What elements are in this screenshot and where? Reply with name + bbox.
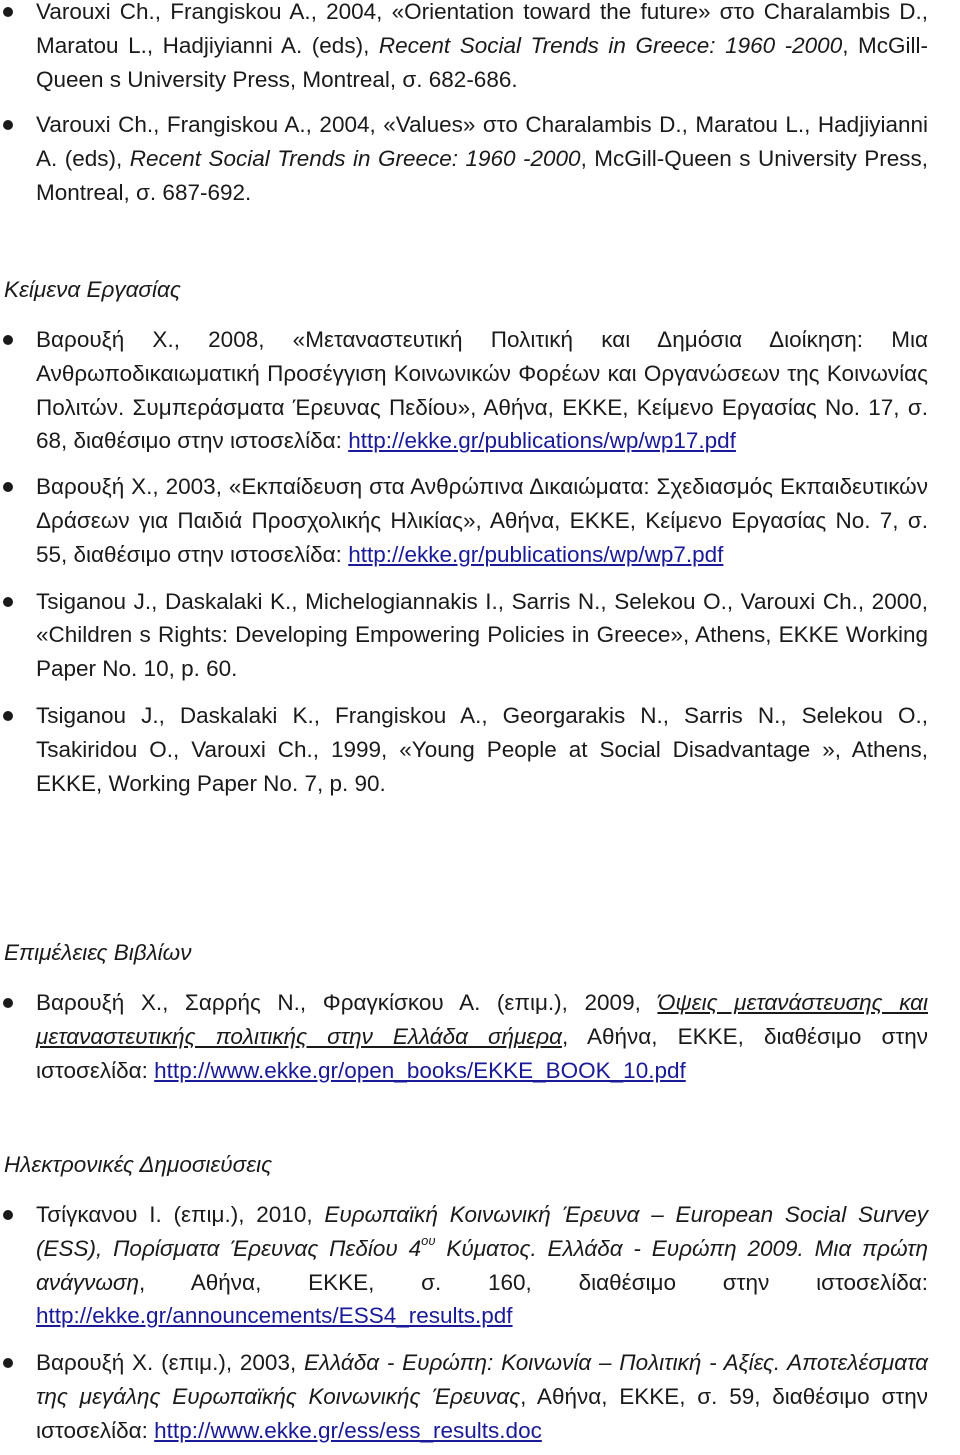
ref-text: , Αθήνα, ΕΚΚΕ, σ. 59, διαθέσιμο στην ιστοσελίδα: [36, 1383, 928, 1443]
ref-title: Κύματος. Ελλάδα - Ευρώπη 2009. Μια πρώτη ανάγνωση [36, 1235, 929, 1295]
list-item [0, 0, 960, 96]
reference-list-electronic [0, 1198, 960, 1448]
bullet-icon [3, 597, 13, 607]
pdf-link[interactable]: http://ekke.gr/announcements/ESS4_results.pdf [36, 1303, 513, 1329]
ref-text: Varouxi Ch., Frangiskou A., 2004, «Values» στο Charalambis D., Maratou L., Hadjiyianni A. (eds), [36, 112, 928, 172]
list-item [0, 986, 960, 1087]
bullet-icon [3, 335, 13, 345]
ref-text: Tsiganou J., Daskalaki K., Michelogiannakis I., Sarris N., Selekou O., Varouxi Ch., 2000, «Children s Rights: Developing Empowering Policies in Greece», Athens, EKKE Working Paper No. 10, p. 60. [36, 588, 928, 682]
pdf-link[interactable]: http://www.ekke.gr/open_books/EKKE_BOOK_10.pdf [154, 1057, 686, 1083]
ref-text: , Αθήνα, ΕΚΚΕ, σ. 160, διαθέσιμο στην ιστοσελίδα: [139, 1269, 928, 1295]
list-item [0, 1346, 960, 1447]
doc-link[interactable]: http://www.ekke.gr/ess/ess_results.doc [154, 1417, 542, 1443]
bullet-icon [3, 120, 13, 130]
superscript: ου [421, 1233, 436, 1249]
pdf-link[interactable]: http://ekke.gr/publications/wp/wp17.pdf [348, 428, 736, 454]
ref-text: Tsiganou J., Daskalaki K., Frangiskou A., Georgarakis N., Sarris N., Selekou O., Tsakiridou O., Varouxi Ch., 1999, «Young People at Social Disadvantage », Athens, EKKE, Working Paper No. 7, p. 90. [36, 702, 928, 796]
list-item [0, 108, 960, 209]
ref-text: Βαρουξή Χ., 2008, «Μεταναστευτική Πολιτική και Δημόσια Διοίκηση: Μια Ανθρωποδικαιωματική Προσέγγιση Κοινωνικών Φορέων και Οργανώσεων της Κοινωνίας Πολιτών. Συμπεράσματα Έρευνας Πεδίου», Αθήνα, ΕΚΚΕ, Κείμενο Εργασίας Νο. 17, σ. 68, διαθέσιμο στην ιστοσελίδα: [36, 327, 928, 454]
ref-title: Ευρωπαϊκή Κοινωνική Έρευνα – European Social Survey (ESS), Πορίσματα Έρευνας Πεδίου 4 [36, 1202, 928, 1261]
ref-title: Recent Social Trends in Greece: 1960 -2000 [129, 146, 581, 172]
bullet-icon [3, 482, 13, 492]
ref-title: Recent Social Trends in Greece: 1960 -2000 [378, 32, 843, 58]
reference-list-working-papers [0, 323, 960, 800]
bullet-icon [3, 7, 13, 17]
ref-text: , McGill-Queen s University Press, Montreal, σ. 682-686. [36, 32, 928, 92]
section-heading-working-papers: Κείμενα Εργασίας [4, 277, 181, 302]
list-item [0, 323, 960, 458]
ref-title: Ελλάδα - Ευρώπη: Κοινωνία – Πολιτική - Αξίες. Αποτελέσματα της μεγάλης Ευρωπαϊκής Κοινωνικής Έρευνας [36, 1350, 928, 1409]
ref-text: , Αθήνα, ΕΚΚΕ, διαθέσιμο στην ιστοσελίδα: [36, 1023, 928, 1083]
ref-text: , McGill-Queen s University Press, Montreal, σ. 687-692. [36, 146, 928, 205]
pdf-link[interactable]: http://ekke.gr/publications/wp/wp7.pdf [348, 541, 724, 567]
bullet-icon [3, 711, 13, 721]
bullet-icon [3, 1210, 13, 1220]
ref-text: Τσίγκανου Ι. (επιμ.), 2010, [36, 1202, 325, 1227]
reference-list-top [0, 0, 960, 210]
bullet-icon [3, 1358, 13, 1368]
section-heading-electronic-publications: Ηλεκτρονικές Δημοσιεύσεις [4, 1152, 273, 1177]
list-item [0, 1198, 960, 1333]
ref-text: Βαρουξή Χ., 2003, «Εκπαίδευση στα Ανθρώπινα Δικαιώματα: Σχεδιασμός Εκπαιδευτικών Δράσεων για Παιδιά Προσχολικής Ηλικίας», Αθήνα, ΕΚΚΕ, Κείμενο Εργασίας Νο. 7, σ. 55, διαθέσιμο στην ιστοσελίδα: [36, 474, 928, 567]
reference-list-edited-books [0, 986, 960, 1087]
section-heading-edited-books: Επιμέλειες Βιβλίων [4, 940, 192, 965]
ref-title: Όψεις μετανάστευσης και μεταναστευτικής πολιτικής στην Ελλάδα σήμερα [36, 990, 928, 1049]
ref-text: Varouxi Ch., Frangiskou A., 2004, «Orientation toward the future» στο Charalambis D., Maratou L., Hadjiyianni A. (eds), [36, 0, 928, 58]
ref-text: Βαρουξή Χ., Σαρρής Ν., Φραγκίσκου Α. (επιμ.), 2009, [36, 990, 658, 1015]
bullet-icon [3, 998, 13, 1008]
list-item [0, 470, 960, 571]
ref-text: Βαρουξή Χ. (επιμ.), 2003, [36, 1350, 305, 1376]
list-item [0, 699, 960, 800]
list-item [0, 585, 960, 686]
